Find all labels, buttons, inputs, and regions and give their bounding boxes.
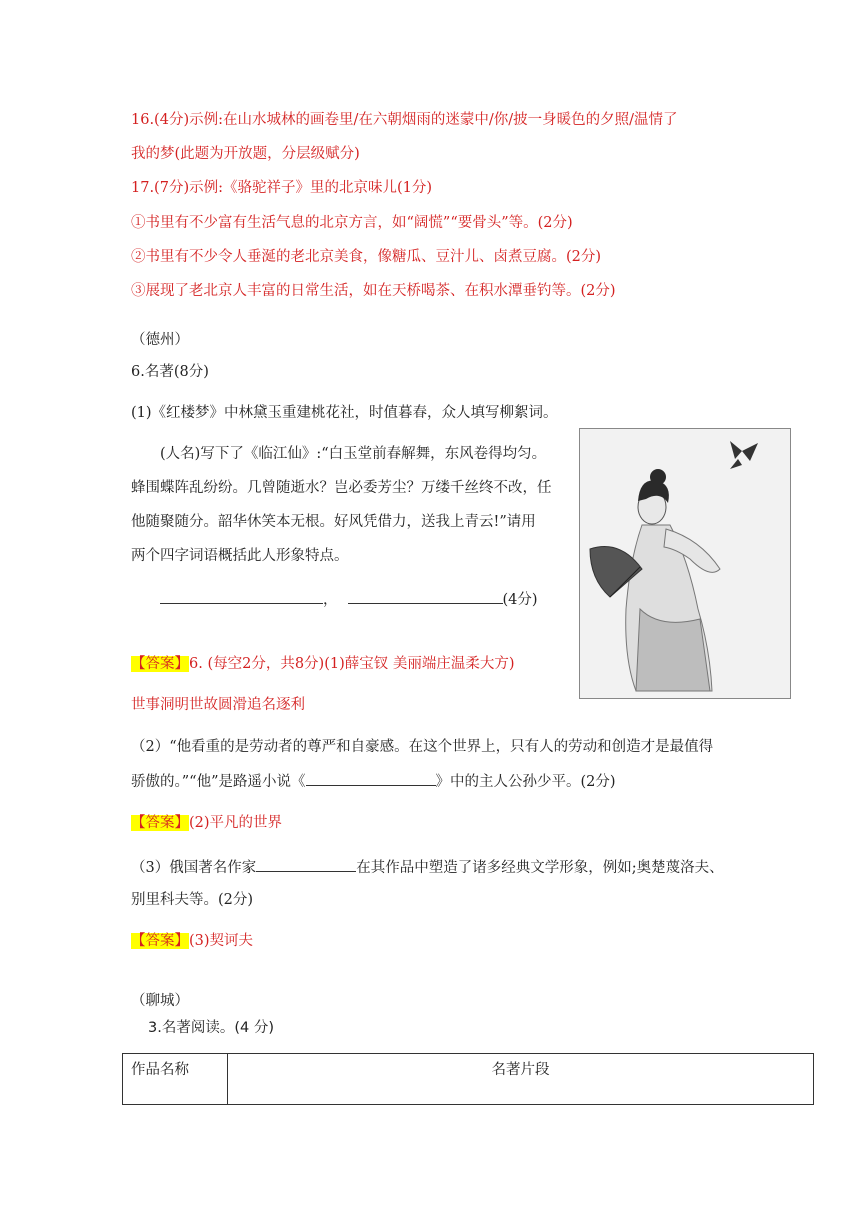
q6-part2-line2: 骄傲的。”“他”是路遥小说《 》中的主人公孙少平。(2分) xyxy=(131,771,616,792)
q6-part3-line2: 别里科夫等。(2分) xyxy=(131,892,254,908)
q6-part2-line1: （2）“他看重的是劳动者的尊严和自豪感。在这个世界上，只有人的劳动和创造才是最值得 xyxy=(131,739,714,755)
lady-with-fan-illustration xyxy=(580,429,790,698)
q6-part1-intro: (1)《红楼梦》中林黛玉重建桃花社，时值暮春，众人填写柳絮词。 xyxy=(131,405,558,421)
answer-blank-1[interactable] xyxy=(160,589,323,604)
answer-1-line2: 世事洞明世故圆滑追名逐利 xyxy=(131,697,305,713)
table-header-excerpt: 名著片段 xyxy=(228,1054,814,1105)
answer-2: 【答案】(2)平凡的世界 xyxy=(131,815,283,831)
answer-1: 【答案】6. (每空2分，共8分)(1)薛宝钗 美丽端庄温柔大方) xyxy=(131,656,515,672)
question-3-title: 3.名著阅读。(4 分) xyxy=(148,1020,274,1036)
q16-line2: 我的梦(此题为开放题，分层级赋分) xyxy=(131,146,360,162)
answer-tag: 【答案】 xyxy=(131,815,189,831)
q6-poem-line3: 他随聚随分。韶华休笑本无根。好风凭借力，送我上青云!”请用 xyxy=(131,514,536,530)
q6-poem-line1: (人名)写下了《临江仙》:“白玉堂前春解舞，东风卷得均匀。 xyxy=(160,446,547,462)
region-liaocheng: （聊城） xyxy=(131,993,189,1009)
q17-line1: 17.(7分)示例:《骆驼祥子》里的北京味儿(1分) xyxy=(131,180,433,196)
q6-answer-blanks: ， (4分) xyxy=(160,589,538,610)
answer-tag: 【答案】 xyxy=(131,656,189,672)
question-6-title: 6.名著(8分) xyxy=(131,364,209,380)
q6-poem-line4: 两个四字词语概括此人形象特点。 xyxy=(131,548,349,564)
answer-tag: 【答案】 xyxy=(131,933,189,949)
table-header-work: 作品名称 xyxy=(123,1054,228,1105)
q17-item1: ①书里有不少富有生活气息的北京方言，如“阔慌”“要骨头”等。(2分) xyxy=(131,215,573,231)
answer-3: 【答案】(3)契诃夫 xyxy=(131,933,254,949)
illustration-figure xyxy=(579,428,791,699)
region-dezhou: （德州） xyxy=(131,332,189,348)
answer-blank-author[interactable] xyxy=(256,857,356,872)
answer-blank-novel[interactable] xyxy=(306,771,436,786)
q6-poem-line2: 蜂围蝶阵乱纷纷。几曾随逝水？岂必委芳尘？万缕千丝终不改，任 xyxy=(131,480,552,496)
reading-table xyxy=(122,1053,814,1105)
q6-part3-line1: （3）俄国著名作家 在其作品中塑造了诸多经典文学形象，例如;奥楚蔑洛夫、 xyxy=(131,857,724,878)
q17-item2: ②书里有不少令人垂涎的老北京美食，像糖瓜、豆汁儿、卤煮豆腐。(2分) xyxy=(131,249,602,265)
q16-line1: 16.(4分)示例:在山水城林的画卷里/在六朝烟雨的迷蒙中/你/披一身暖色的夕照/温情了 xyxy=(131,112,678,128)
answer-blank-2[interactable] xyxy=(348,589,503,604)
q17-item3: ③展现了老北京人丰富的日常生活，如在天桥喝茶、在积水潭垂钓等。(2分) xyxy=(131,283,616,299)
